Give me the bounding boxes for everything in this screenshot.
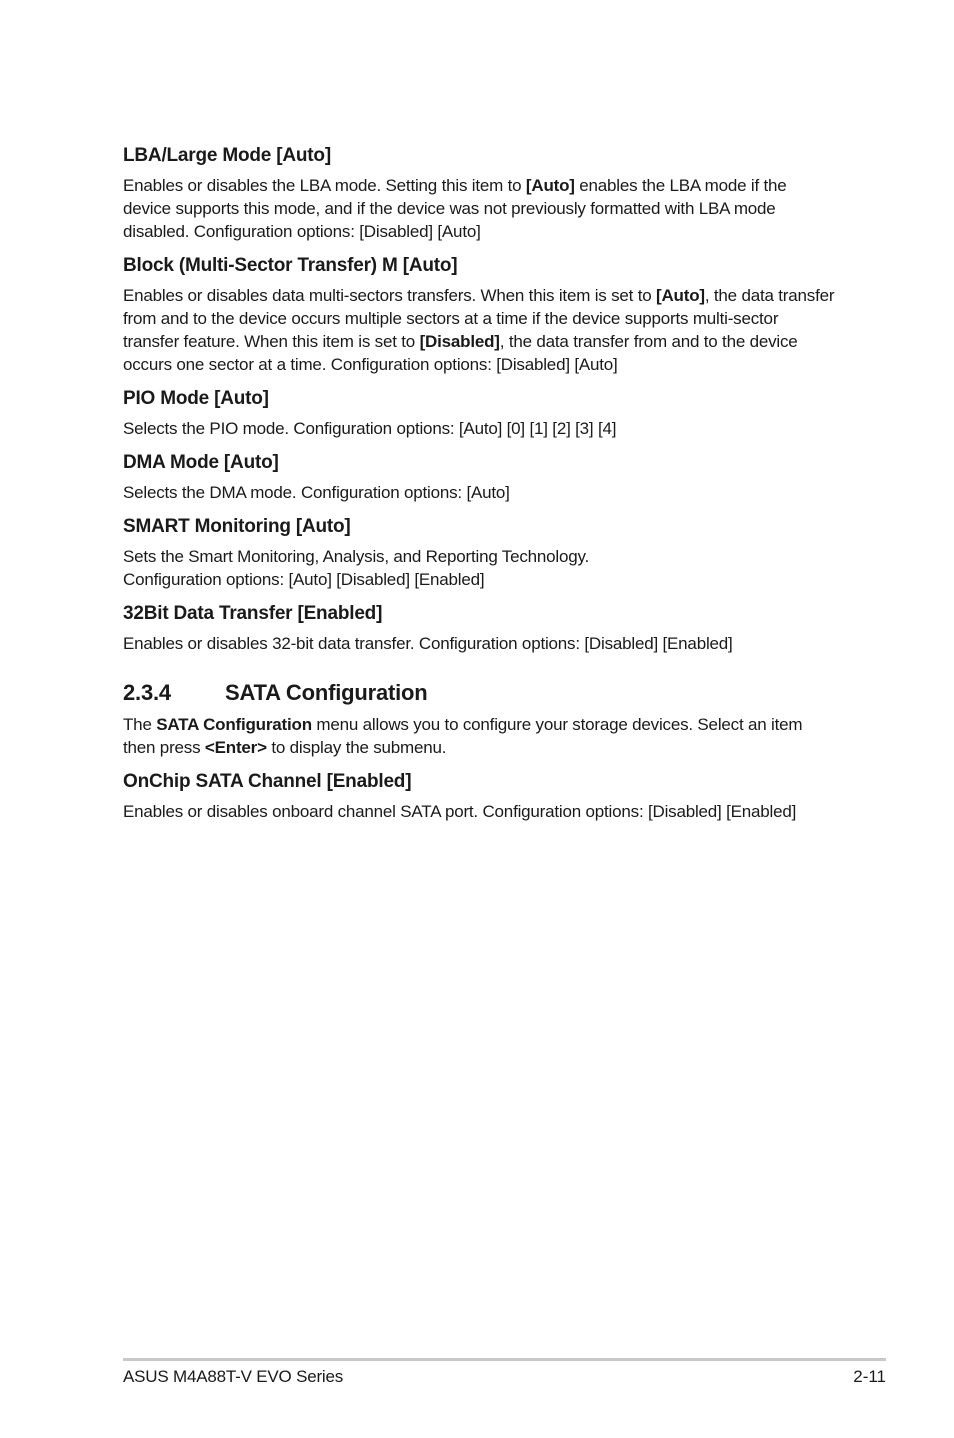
section-title: SATA Configuration — [225, 680, 428, 705]
footer-product-name: ASUS M4A88T-V EVO Series — [123, 1367, 344, 1386]
section-number: 2.3.4 — [123, 680, 171, 705]
bold-text: [Auto] — [525, 176, 575, 195]
footer-divider — [123, 1358, 886, 1361]
settings-list — [123, 144, 838, 655]
text-run: , the data transfer from and to the device occurs multiple sectors at a time if the device supports multi-sector transfer feature. When this item is set to — [123, 286, 835, 351]
bold-text: [Auto] — [656, 286, 705, 305]
text-run: Selects the DMA mode. Configuration options: [Auto] — [123, 483, 510, 502]
setting-description — [123, 800, 838, 823]
text-run: menu allows you to configure your storage devices. Select an item then press — [123, 715, 803, 757]
text-run: to display the submenu. — [266, 738, 447, 757]
setting-heading: LBA/Large Mode [Auto] — [123, 145, 331, 166]
text-run: , the data transfer from and to the device occurs one sector at a time. Configuration options: [Disabled] [Auto] — [123, 332, 798, 374]
setting-description — [123, 284, 838, 376]
section-heading-sata — [123, 679, 838, 707]
setting-heading: DMA Mode [Auto] — [123, 452, 279, 473]
setting-heading: SMART Monitoring [Auto] — [123, 516, 351, 537]
setting-description — [123, 174, 838, 243]
setting-description — [123, 481, 838, 504]
footer-page-number: 2-11 — [853, 1367, 886, 1386]
setting-description — [123, 632, 838, 655]
setting-description — [123, 417, 838, 440]
sata-intro-paragraph — [123, 713, 838, 759]
setting-heading: Block (Multi-Sector Transfer) M [Auto] — [123, 255, 458, 276]
setting-heading: 32Bit Data Transfer [Enabled] — [123, 603, 383, 624]
text-run: Enables or disables data multi-sectors transfers. When this item is set to — [123, 286, 657, 305]
text-run: Enables or disables onboard channel SATA port. Configuration options: [Disabled] [Enabled] — [123, 802, 797, 821]
text-run: Sets the Smart Monitoring, Analysis, and Reporting Technology. — [123, 547, 590, 566]
text-run: Configuration options: [Auto] [Disabled] [Enabled] — [123, 570, 485, 589]
text-run: Enables or disables the LBA mode. Setting this item to — [123, 176, 526, 195]
setting-description — [123, 545, 838, 591]
setting-heading: PIO Mode [Auto] — [123, 388, 269, 409]
bold-text: [Disabled] — [419, 332, 500, 351]
page-content — [123, 144, 838, 834]
text-run: enables the LBA mode if the device supports this mode, and if the device was not previously formatted with LBA mode disabled. Configuration options: [Disabled] [Auto] — [123, 176, 787, 241]
sata-settings-list — [123, 770, 838, 823]
text-run: Enables or disables 32-bit data transfer. Configuration options: [Disabled] [Enabled] — [123, 634, 733, 653]
bold-text: <Enter> — [204, 738, 267, 757]
text-run: Selects the PIO mode. Configuration options: [Auto] [0] [1] [2] [3] [4] — [123, 419, 617, 438]
text-run: The — [123, 715, 157, 734]
setting-heading: OnChip SATA Channel [Enabled] — [123, 771, 412, 792]
bold-text: SATA Configuration — [156, 715, 312, 734]
